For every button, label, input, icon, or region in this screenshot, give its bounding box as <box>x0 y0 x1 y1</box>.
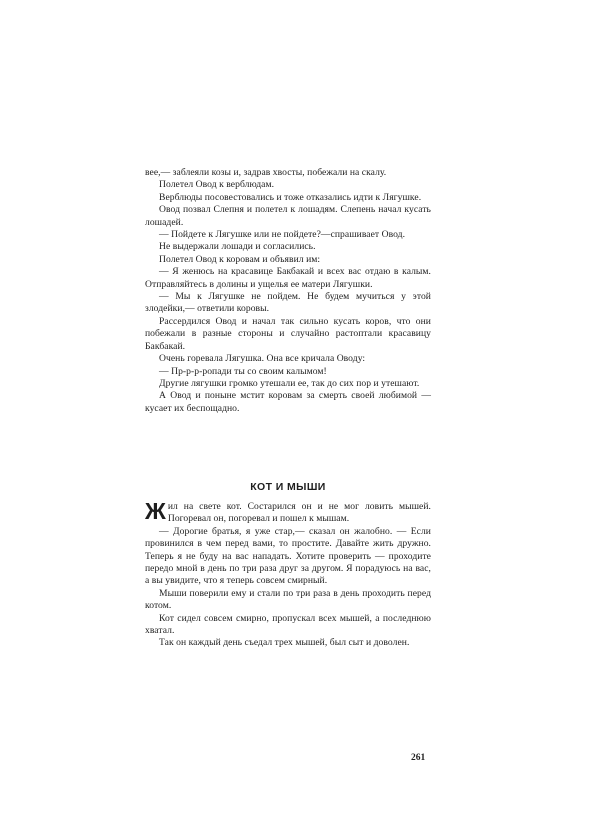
drop-cap: Ж <box>145 498 166 524</box>
page-number: 261 <box>411 753 426 763</box>
paragraph: Так он каждый день съедал трех мышей, был сыт и доволен. <box>159 637 410 649</box>
paragraph: Полетел Овод к верблюдам. <box>159 179 275 191</box>
paragraph: — Я женюсь на красавице Бакбакай и всех вас отдаю в калым. Отправляйтесь в долины и ущелья ее матери Лягушки. <box>145 266 431 290</box>
paragraph: Мыши поверили ему и стали по три раза в день проходить перед котом. <box>145 587 431 612</box>
first-paragraph-text: ил на свете кот. Состарился он и не мог ловить мышей. Погоревал он, погоревал и пошел к мышам. <box>167 501 431 525</box>
paragraph: Другие лягушки громко утешали ее, так до сих пор и утешают. <box>159 377 420 389</box>
paragraph: — Пойдете к Лягушке или не пойдете?—спрашивает Овод. <box>159 229 406 241</box>
story-text <box>145 498 431 650</box>
paragraph: вее,— заблеяли козы и, задрав хвосты, побежали на скалу. <box>145 167 387 178</box>
paragraph: — Дорогие братья, я уже стар,— сказал он жалобно. — Если провинился в чем перед вами, то простите. Давайте жить дружно. Теперь я не буду на вас нападать. Хотите проверить — проходите передо мной в день по три раза друг за другом. Я порадуюсь на вас, а вы увидите, что я теперь совсем смирный. <box>145 525 431 587</box>
paragraph: А Овод и поныне мстит коровам за смерть своей любимой — кусает их беспощадно. <box>145 390 431 414</box>
paragraph: Верблюды посовестовались и тоже отказались идти к Лягушке. <box>159 191 422 203</box>
paragraph: Овод позвал Слепня и полетел к лошадям. Слепень начал кусать лошадей. <box>145 204 431 228</box>
paragraph: — Мы к Лягушке не пойдем. Не будем мучиться у этой злодейки,— ответили коровы. <box>145 291 431 315</box>
paragraph: Рассердился Овод и начал так сильно кусать коров, что они побежали в разные стороны и случайно растоптали красавицу Бакбакай. <box>145 315 431 352</box>
paragraph: — Пр-р-р-ропади ты со своим калымом! <box>159 365 327 377</box>
story-text-continued <box>145 167 431 415</box>
first-paragraph <box>145 498 431 526</box>
paragraph: Полетел Овод к коровам и объявил им: <box>159 253 321 265</box>
story-title: КОТ И МЫШИ <box>250 481 326 493</box>
paragraph: Не выдержали лошади и согласились. <box>159 241 316 253</box>
paragraph: Очень горевала Лягушка. Она все кричала Оводу: <box>159 353 366 365</box>
paragraph: Кот сидел совсем смирно, пропускал всех мышей, а последнюю хватал. <box>145 612 431 637</box>
